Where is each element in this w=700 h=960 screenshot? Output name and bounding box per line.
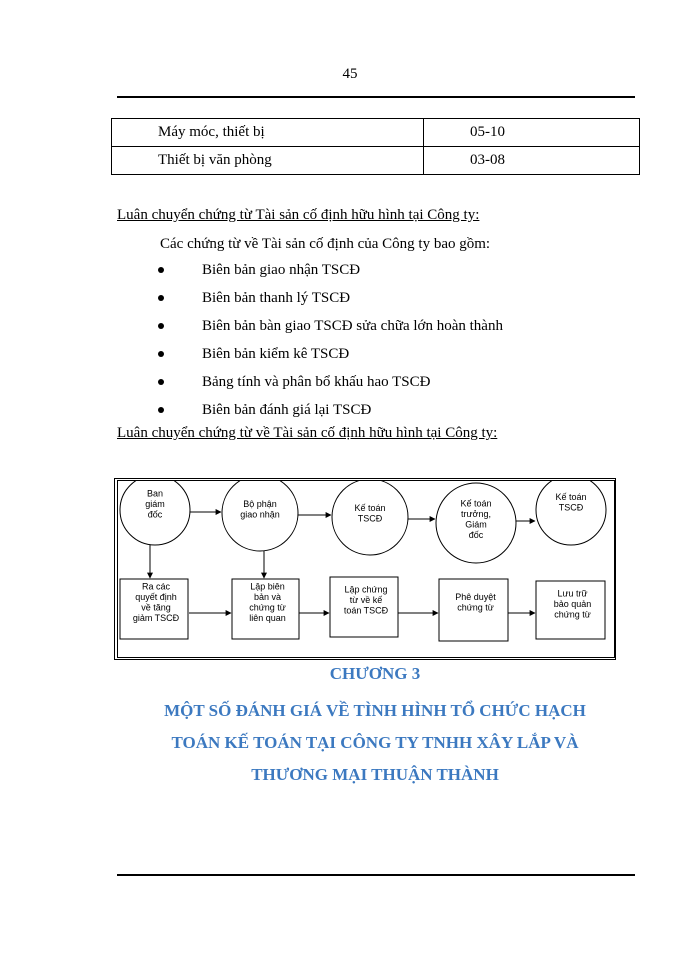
header-rule (117, 96, 635, 98)
actor-label-line: giao nhận (240, 509, 280, 520)
actor-label-line: đốc (147, 509, 163, 520)
bullet-icon (158, 323, 164, 329)
actor-label-line: Kế toán (354, 502, 386, 513)
actor-label-line: Kế toán (460, 498, 492, 509)
actor-label-line: Giám (465, 519, 487, 530)
intro-text: Các chứng từ về Tài sản cố định của Công ty bao gồm: (160, 236, 491, 252)
step-label-line: chứng từ (554, 609, 591, 620)
actor-label (555, 492, 586, 513)
flow-heading: Luân chuyển chứng từ về Tài sản cố định hữu hình tại Công ty: (117, 425, 498, 441)
list-item-text: Biên bản kiểm kê TSCĐ (202, 346, 350, 362)
document-flowchart (117, 480, 615, 658)
chapter-title-line: MỘT SỐ ĐÁNH GIÁ VỀ TÌNH HÌNH TỔ CHỨC HẠCH (164, 701, 586, 720)
list-item-text: Bảng tính và phân bổ khấu hao TSCĐ (202, 374, 431, 390)
chapter-title-line: TOÁN KẾ TOÁN TẠI CÔNG TY TNHH XÂY LẮP VÀ (171, 733, 579, 752)
step-label-line: về tăng (141, 602, 171, 613)
actor-label-line: trưởng, (461, 508, 491, 519)
asset-cell: Máy móc, thiết bị (112, 119, 424, 147)
bullet-icon (158, 407, 164, 413)
flowchart-canvas (118, 481, 614, 657)
step-label-line: chứng từ (249, 602, 286, 613)
actor-label (145, 489, 165, 520)
actor-node (536, 481, 606, 545)
list-item-text: Biên bản bàn giao TSCĐ sửa chữa lớn hoàn thành (202, 318, 503, 334)
actor-label-line: giám (145, 499, 165, 509)
step-label-line: Lập biên (250, 581, 285, 592)
bullet-icon (158, 351, 164, 357)
step-label (554, 589, 592, 620)
step-label-line: chứng từ (457, 602, 494, 613)
asset-cell: Thiết bị văn phòng (112, 147, 424, 175)
step-label-line: Ra các (141, 581, 171, 592)
actor-label-line: Kế toán (555, 491, 587, 502)
chapter-title (0, 695, 700, 791)
step-label-line: quyết định (135, 591, 177, 602)
step-label-line: toán TSCĐ (343, 605, 389, 616)
step-label-line: bảo quản (553, 599, 592, 609)
years-cell: 05-10 (424, 119, 640, 147)
step-label-line: Phê duyệt (455, 591, 496, 602)
actor-label-line: Bộ phận (243, 498, 277, 509)
asset-lifetime-table (111, 118, 640, 175)
actor-label (240, 499, 280, 520)
list-item-text: Biên bản đánh giá lại TSCĐ (202, 402, 372, 418)
bullet-icon (158, 267, 164, 273)
actor-label-line: TSCĐ (558, 502, 584, 513)
step-label-line: từ về kế (349, 595, 383, 605)
years-cell: 03-08 (424, 147, 640, 175)
list-item-text: Biên bản thanh lý TSCĐ (202, 290, 351, 306)
page-number: 45 (342, 66, 358, 82)
table-row (112, 119, 640, 147)
actor-label-line: Ban (146, 488, 164, 499)
actor-label (354, 503, 385, 524)
step-label-line: Lập chứng (344, 584, 388, 595)
chapter-number: CHƯƠNG 3 (329, 664, 421, 683)
table-row (112, 147, 640, 175)
footer-rule (117, 874, 635, 876)
chapter-title-line: THƯƠNG MẠI THUẬN THÀNH (251, 765, 499, 784)
bullet-icon (158, 295, 164, 301)
step-label-line: Lưu trữ (557, 588, 588, 599)
step-label-line: liên quan (249, 612, 286, 623)
step-label (344, 585, 389, 616)
bullet-icon (158, 379, 164, 385)
actor-label-line: TSCĐ (357, 513, 383, 524)
step-label-line: giảm TSCĐ (132, 612, 180, 623)
step-label (455, 592, 496, 613)
actor-label-line: đốc (468, 529, 484, 540)
section-heading: Luân chuyển chứng từ Tài sản cố định hữu hình tại Công ty: (117, 207, 480, 223)
list-item-text: Biên bản giao nhận TSCĐ (202, 262, 361, 278)
step-label-line: bản và (253, 591, 282, 602)
step-label (249, 581, 286, 623)
